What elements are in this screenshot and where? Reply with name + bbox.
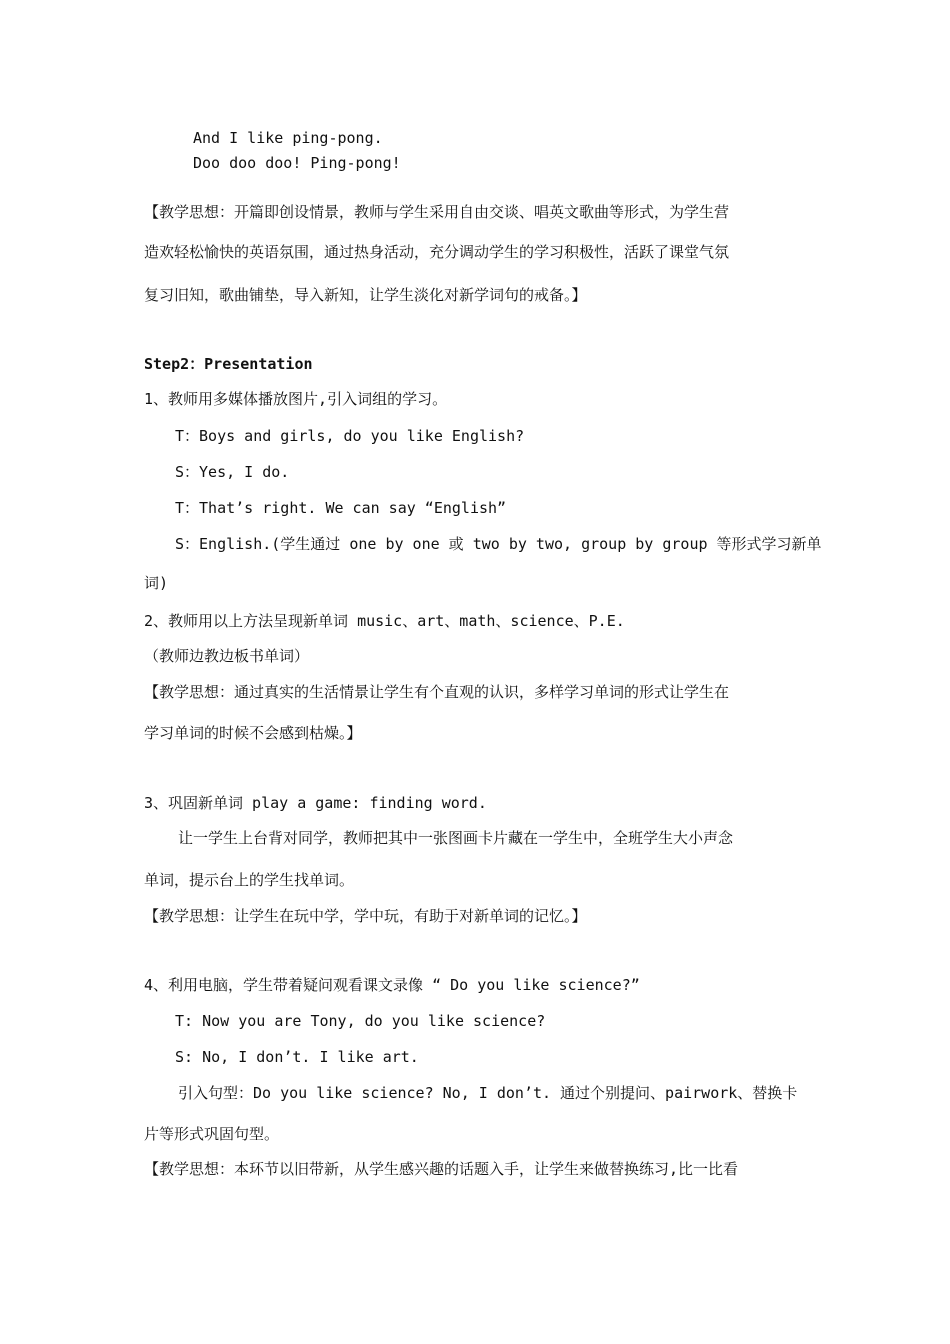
song-line-1: And I like ping-pong. [193,129,383,147]
song-line-2: Doo doo doo! Ping-pong! [193,154,401,172]
teaching-thought-1-line-1: 【教学思想：开篇即创设情景，教师与学生采用自由交谈、唱英文歌曲等形式，为学生营 [144,203,730,221]
step2-item-2-note: （教师边教边板书单词） [144,647,310,665]
step2-item-1: 1、教师用多媒体播放图片,引入词组的学习。 [144,390,448,408]
step2-item-3: 3、巩固新单词 play a game: finding word. [144,794,487,812]
step2-item-3-desc-line-1: 让一学生上台背对同学，教师把其中一张图画卡片藏在一学生中，全班学生大小声念 [178,829,734,847]
teaching-thought-2-line-1: 【教学思想：通过真实的生活情景让学生有个直观的认识，多样学习单词的形式让学生在 [144,683,730,701]
teaching-thought-3: 【教学思想：让学生在玩中学，学中玩，有助于对新单词的记忆。】 [144,907,587,925]
dialog-line: T: Now you are Tony, do you like science? [175,1012,546,1030]
teaching-thought-1-line-3: 复习旧知，歌曲铺垫，导入新知，让学生淡化对新学词句的戒备。】 [144,286,587,304]
step2-heading: Step2：Presentation [144,355,313,373]
dialog-line: T：That’s right. We can say “English” [175,499,507,517]
step2-item-4: 4、利用电脑，学生带着疑问观看课文录像 “ Do you like science?” [144,976,640,994]
step2-item-3-desc-line-2: 单词，提示台上的学生找单词。 [144,871,355,889]
step2-item-4-desc-line-2: 片等形式巩固句型。 [144,1125,280,1143]
step2-item-4-desc-line-1: 引入句型：Do you like science? No, I don’t. 通过个别提问、pairwork、替换卡 [178,1084,798,1102]
teaching-thought-2-line-2: 学习单词的时候不会感到枯燥。】 [144,724,362,742]
dialog-line: T：Boys and girls, do you like English? [175,427,525,445]
dialog-line: S: No, I don’t. I like art. [175,1048,419,1066]
teaching-thought-4: 【教学思想：本环节以旧带新，从学生感兴趣的话题入手，让学生来做替换练习,比一比看 [144,1160,739,1178]
dialog-line: S：Yes, I do. [175,463,290,481]
dialog-line-wrap: 词) [144,574,169,592]
dialog-line: S：English.(学生通过 one by one 或 two by two, group by group 等形式学习新单 [175,535,822,553]
teaching-thought-1-line-2: 造欢轻松愉快的英语氛围，通过热身活动，充分调动学生的学习积极性，活跃了课堂气氛 [144,243,730,261]
step2-item-2: 2、教师用以上方法呈现新单词 music、art、math、science、P.E. [144,612,625,630]
